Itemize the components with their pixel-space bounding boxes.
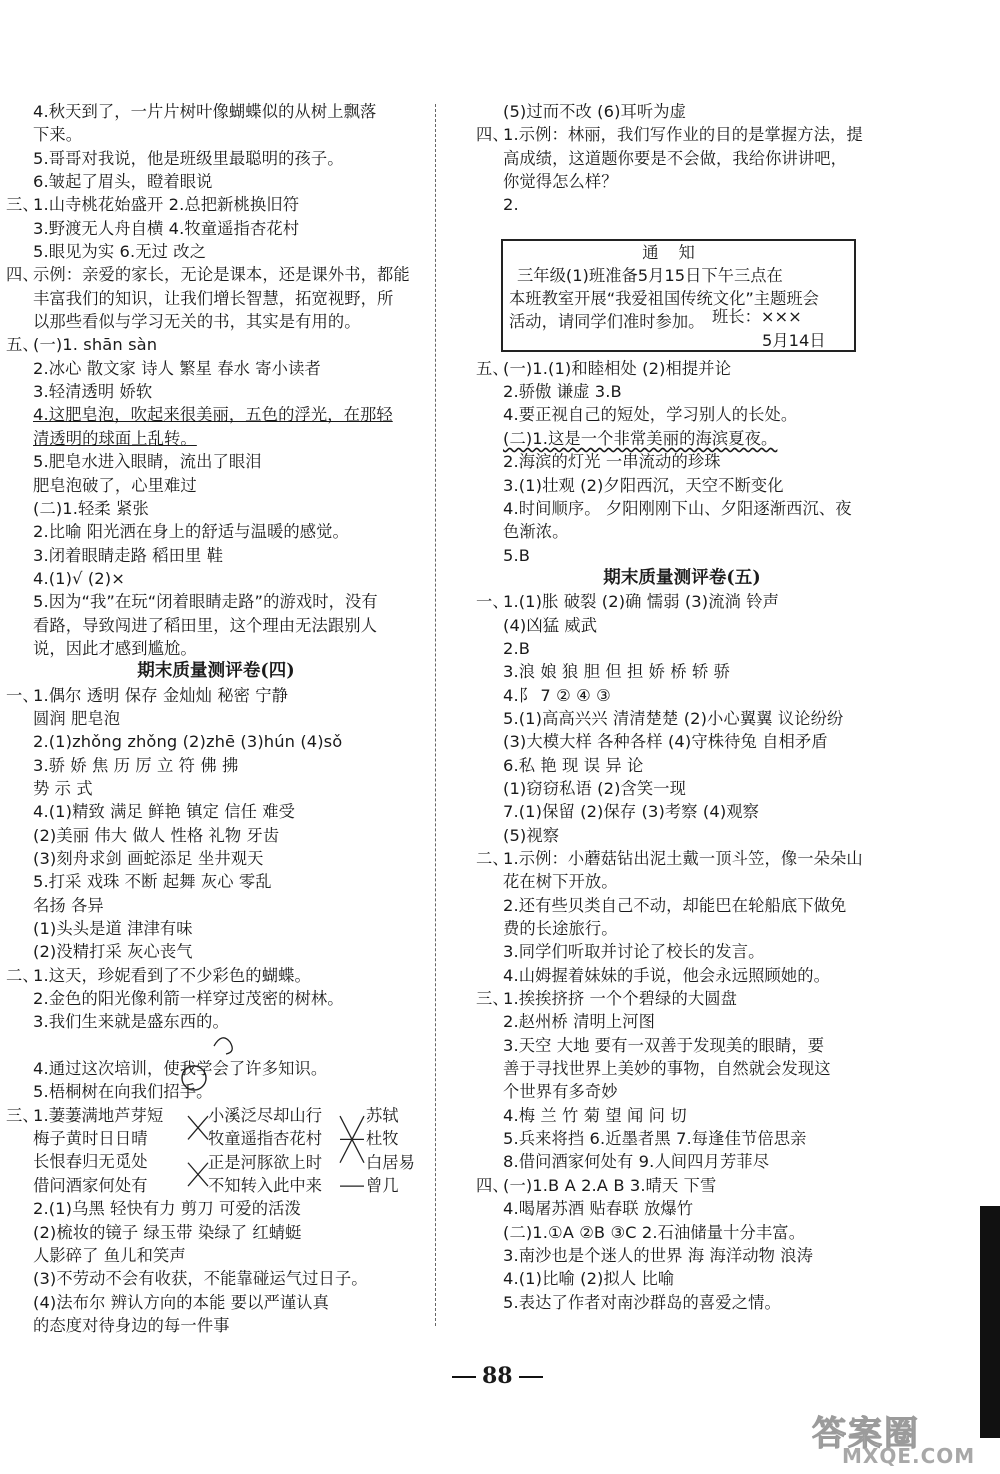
answer-text: 花在树下开放。 <box>503 872 618 892</box>
left-line <box>6 614 426 637</box>
answer-text: 2. <box>503 195 519 215</box>
left-line <box>6 754 426 777</box>
right-line <box>476 403 888 426</box>
answer-text: 5.B <box>503 545 531 565</box>
left-line <box>6 800 426 823</box>
left-line <box>6 1291 426 1314</box>
answer-text: 下来。 <box>33 125 83 145</box>
left-line <box>6 824 426 847</box>
right-line <box>476 964 888 987</box>
answer-text: 示例：亲爱的家长，无论是课本，还是课外书，都能 <box>33 265 410 285</box>
answer-text: 4.(1)精致 满足 鲜艳 镇定 信任 难受 <box>33 802 296 822</box>
right-line <box>476 100 888 123</box>
answer-text: 5.兵来将挡 6.近墨者黑 7.每逢佳节倍思亲 <box>503 1129 807 1149</box>
watermark-url: MXQE.COM <box>842 1444 976 1468</box>
answer-text: 4.(1)比喻 (2)拟人 比喻 <box>503 1269 675 1289</box>
left-line <box>6 590 426 613</box>
answer-text: 8.借问酒家何处有 9.人间四月芳菲尽 <box>503 1152 770 1172</box>
answer-text: 2.(1)乌黑 轻快有力 剪刀 可爱的活泼 <box>33 1199 301 1219</box>
matching-poem-line: 小溪泛尽却山行 <box>208 1106 322 1126</box>
left-line <box>6 1010 426 1033</box>
left-line <box>6 917 426 940</box>
answer-text: (4)凶猛 威武 <box>503 615 598 635</box>
left-line <box>6 263 426 286</box>
left-line <box>6 240 426 263</box>
answer-text: (5)视察 <box>503 825 560 845</box>
answer-text: 2.赵州桥 清明上河图 <box>503 1012 656 1032</box>
question-group-marker: 三、 <box>6 195 39 215</box>
left-line <box>6 684 426 707</box>
left-line <box>6 403 426 426</box>
answer-text: 4.通过这次培训，使我学会了许多知识。 <box>33 1059 328 1079</box>
answer-text: 看路，导致闯进了稻田里，这个理由无法跟别人 <box>33 615 378 635</box>
right-line <box>476 217 888 240</box>
notice-date: 5月14日 <box>762 331 826 350</box>
left-line <box>6 987 426 1010</box>
right-line <box>476 1267 888 1290</box>
question-group-marker: 一、 <box>6 685 39 705</box>
watermark-logo: 答案圈 <box>812 1414 920 1454</box>
answer-text: 你觉得怎么样？ <box>503 172 618 192</box>
left-line <box>6 637 426 660</box>
left-line <box>6 1057 426 1080</box>
right-line <box>476 193 888 216</box>
answer-text: 清透明的球面上乱转。 <box>33 428 197 448</box>
right-line <box>476 1104 888 1127</box>
answer-text: 5.(1)高高兴兴 清清楚楚 (2)小心翼翼 议论纷纷 <box>503 708 844 728</box>
right-line <box>476 147 888 170</box>
right-line <box>476 1174 888 1197</box>
answer-text: 长恨春归无觅处 <box>33 1152 148 1172</box>
answer-text: 3.天空 大地 要有一双善于发现美的眼睛，要 <box>503 1035 825 1055</box>
answer-text: 5.哥哥对我说，他是班级里最聪明的孩子。 <box>33 148 344 168</box>
right-line <box>476 520 888 543</box>
section-heading <box>6 660 426 683</box>
right-line <box>476 1034 888 1057</box>
matching-poem-line: 正是河豚欲上时 <box>208 1152 322 1172</box>
answer-text: 7.(1)保留 (2)保存 (3)考察 (4)观察 <box>503 802 760 822</box>
right-line <box>476 754 888 777</box>
right-line <box>476 870 888 893</box>
right-line <box>476 847 888 870</box>
answer-text: 1.偶尔 透明 保存 金灿灿 秘密 宁静 <box>33 685 289 705</box>
answer-text: 2.B <box>503 638 531 658</box>
answer-text: (一)1.B A 2.A B 3.晴天 下雪 <box>503 1175 717 1195</box>
answer-text: 2.金色的阳光像利箭一样穿过茂密的树林。 <box>33 989 344 1009</box>
answer-text: (2)没精打采 灰心丧气 <box>33 942 193 962</box>
left-line <box>6 707 426 730</box>
left-line <box>6 520 426 543</box>
left-line <box>6 123 426 146</box>
right-line <box>476 1244 888 1267</box>
answer-text: 梅子黄时日日晴 <box>33 1129 148 1149</box>
answer-text: 1.山寺桃花始盛开 2.总把新桃换旧符 <box>33 195 300 215</box>
answer-text: 1.(1)胀 破裂 (2)确 懦弱 (3)流淌 铃声 <box>503 592 780 612</box>
answer-text: 人影碎了 鱼儿和笑声 <box>33 1245 186 1265</box>
left-line <box>6 1034 426 1057</box>
question-group-marker: 二、 <box>476 849 509 868</box>
answer-text: 3.野渡无人舟自横 4.牧童遥指杏花村 <box>33 218 300 238</box>
right-line <box>476 777 888 800</box>
right-line <box>476 987 888 1010</box>
right-line <box>476 357 888 380</box>
right-line <box>476 170 888 193</box>
answer-text: 4.梅 兰 竹 菊 望 闻 问 切 <box>503 1105 687 1125</box>
answer-text: 1.这天，珍妮看到了不少彩色的蝴蝶。 <box>33 965 311 985</box>
right-line <box>476 707 888 730</box>
left-line <box>6 964 426 987</box>
matching-poet-name: 曾几 <box>366 1176 399 1196</box>
left-line <box>6 894 426 917</box>
left-line <box>6 544 426 567</box>
right-line <box>476 1127 888 1150</box>
right-line <box>476 1057 888 1080</box>
right-line <box>476 660 888 683</box>
question-group-marker: 四、 <box>6 265 39 285</box>
answer-text: 3.(1)壮观 (2)夕阳西沉，天空不断变化 <box>503 475 784 495</box>
notice-line-3: 活动，请同学们准时参加。 <box>509 312 705 331</box>
answer-text: (3)大模大样 各种各样 (4)守株待兔 自相矛盾 <box>503 732 828 752</box>
left-line <box>6 1244 426 1267</box>
question-group-marker: 五、 <box>6 335 39 355</box>
answer-text: 圆润 肥皂泡 <box>33 708 121 728</box>
answer-text: 的态度对待身边的每一件事 <box>33 1315 230 1335</box>
column-divider <box>435 104 436 1326</box>
answer-text: 3.闭着眼睛走路 稻田里 鞋 <box>33 545 224 565</box>
matching-poet-name: 苏轼 <box>366 1106 399 1126</box>
right-line <box>476 894 888 917</box>
answer-text: 5.因为“我”在玩“闭着眼睛走路”的游戏时，没有 <box>33 592 378 612</box>
right-line <box>476 497 888 520</box>
answer-text: 4.阝 7 ② ④ ③ <box>503 685 611 705</box>
answer-text: 5.梧桐树在向我们招手。 <box>33 1082 213 1102</box>
answer-text: (二)1.这是一个非常美丽的海滨夏夜。 <box>503 428 778 448</box>
left-line <box>6 870 426 893</box>
right-line <box>476 684 888 707</box>
answer-text: 5.眼见为实 6.无过 改之 <box>33 242 207 262</box>
right-line <box>476 730 888 753</box>
left-line <box>6 217 426 240</box>
notice-line-1: 三年级(1)班准备5月15日下午三点在 <box>517 266 783 285</box>
left-line <box>6 427 426 450</box>
right-line <box>476 123 888 146</box>
answer-text: 4.要正视自己的短处，学习别人的长处。 <box>503 405 798 425</box>
matching-poet-name: 白居易 <box>366 1152 415 1172</box>
answer-text: 5.表达了作者对南沙群岛的喜爱之情。 <box>503 1292 781 1312</box>
right-line <box>476 1291 888 1314</box>
matching-poet-name: 杜牧 <box>366 1129 399 1149</box>
left-line <box>6 333 426 356</box>
right-line <box>476 917 888 940</box>
right-line <box>476 1150 888 1173</box>
left-line <box>6 147 426 170</box>
answer-text: 色渐浓。 <box>503 522 569 542</box>
left-line <box>6 100 426 123</box>
right-line <box>476 544 888 567</box>
question-group-marker: 四、 <box>476 1175 509 1195</box>
page-number: 88 <box>446 1363 549 1389</box>
answer-text: (二)1.轻柔 紧张 <box>33 498 149 518</box>
left-line <box>6 940 426 963</box>
left-line <box>6 287 426 310</box>
right-line <box>476 1010 888 1033</box>
notice-signature: 班长：××× <box>712 307 802 326</box>
right-line <box>476 824 888 847</box>
left-line <box>6 847 426 870</box>
answer-text: 势 示 式 <box>33 778 93 798</box>
answer-text: 3.骄 娇 焦 历 厉 立 符 佛 拂 <box>33 755 239 775</box>
answer-text: 6.私 艳 现 误 异 论 <box>503 755 644 775</box>
answer-text: 个世界有多奇妙 <box>503 1082 618 1102</box>
answer-text: 2.骄傲 谦虚 3.B <box>503 382 622 402</box>
section-heading-text: 期末质量测评卷(五) <box>603 567 761 588</box>
answer-text: 2.(1)zhǒng zhǒng (2)zhē (3)hún (4)sǒ <box>33 732 343 752</box>
answer-text: 4.喝屠苏酒 贴春联 放爆竹 <box>503 1199 694 1219</box>
answer-text: 3.同学们听取并讨论了校长的发言。 <box>503 942 765 962</box>
answer-text: (1)窃窃私语 (2)含笑一现 <box>503 778 687 798</box>
answer-text: 1.萋萋满地芦芽短 <box>33 1105 164 1125</box>
answer-text: 2.比喻 阳光洒在身上的舒适与温暖的感觉。 <box>33 522 349 542</box>
left-line <box>6 1221 426 1244</box>
question-group-marker: 三、 <box>476 989 509 1009</box>
left-line <box>6 1080 426 1103</box>
answer-text: 2.还有些贝类自己不动，却能巴在轮船底下做免 <box>503 895 847 915</box>
answer-text: 6.皱起了眉头，瞪着眼说 <box>33 172 213 192</box>
section-heading-text: 期末质量测评卷(四) <box>137 661 295 682</box>
edge-tab-marker <box>980 1206 1000 1438</box>
answer-text: 1.示例：林丽，我们写作业的目的是掌握方法，提 <box>503 125 863 145</box>
answer-text: 5.肥皂水进入眼睛，流出了眼泪 <box>33 452 262 472</box>
left-line <box>6 497 426 520</box>
left-line <box>6 1314 426 1337</box>
answer-text: 3.我们生来就是盛东西的。 <box>33 1012 229 1032</box>
answer-text: 2.海滨的灯光 一串流动的珍珠 <box>503 452 721 472</box>
answer-text: 善于寻找世界上美妙的事物，自然就会发现这 <box>503 1059 831 1079</box>
answer-text: 肥皂泡破了，心里难过 <box>33 475 197 495</box>
left-line <box>6 357 426 380</box>
left-line <box>6 1267 426 1290</box>
answer-text: 5.打采 戏珠 不断 起舞 灰心 零乱 <box>33 872 272 892</box>
left-line <box>6 310 426 333</box>
answer-text: 3.浪 娘 狼 胆 但 担 娇 桥 轿 骄 <box>503 662 731 682</box>
question-group-marker: 四、 <box>476 125 509 145</box>
right-line <box>476 1221 888 1244</box>
left-line <box>6 1197 426 1220</box>
answer-text: 1.示例：小蘑菇钻出泥土戴一顶斗笠，像一朵朵山 <box>503 849 863 868</box>
answer-text: (1)头头是道 津津有味 <box>33 919 193 939</box>
left-line <box>6 450 426 473</box>
left-line <box>6 474 426 497</box>
answer-text: (2)美丽 伟大 做人 性格 礼物 牙齿 <box>33 825 280 845</box>
answer-text: (二)1.①A ②B ③C 2.石油储量十分丰富。 <box>503 1222 806 1242</box>
answer-text: 3.轻清透明 娇软 <box>33 382 153 402</box>
answer-text: 借问酒家何处有 <box>33 1175 148 1195</box>
matching-poem-line: 牧童遥指杏花村 <box>208 1129 322 1149</box>
answer-text: 1.挨挨挤挤 一个个碧绿的大圆盘 <box>503 989 737 1009</box>
question-group-marker: 五、 <box>476 358 509 378</box>
section-heading <box>476 567 888 590</box>
notice-title: 通知 <box>642 243 715 262</box>
question-group-marker: 一、 <box>476 592 509 612</box>
answer-text: 丰富我们的知识，让我们增长智慧，拓宽视野，所 <box>33 288 394 308</box>
answer-text: (4)法布尔 辨认方向的本能 要以严谨认真 <box>33 1292 330 1312</box>
left-line <box>6 567 426 590</box>
right-line <box>476 637 888 660</box>
answer-text: 4.时间顺序。 夕阳刚刚下山、夕阳逐渐西沉、夜 <box>503 498 852 518</box>
matching-poem-line: 不知转入此中来 <box>208 1176 322 1196</box>
answer-text: 高成绩，这道题你要是不会做，我给你讲讲吧， <box>503 148 848 168</box>
answer-text: 4.(1)√ (2)× <box>33 568 125 588</box>
answer-text: 费的长途旅行。 <box>503 919 618 939</box>
answer-text: 4.秋天到了，一片片树叶像蝴蝶似的从树上飘落 <box>33 102 377 121</box>
right-line <box>476 1080 888 1103</box>
notice-line-2: 本班教室开展“我爱祖国传统文化”主题班会 <box>509 289 819 308</box>
answer-text: (一)1. shān sàn <box>33 335 158 355</box>
answer-text: 说，因此才感到尴尬。 <box>33 638 197 658</box>
answer-text: (3)不劳动不会有收获，不能靠碰运气过日子。 <box>33 1269 368 1289</box>
right-line <box>476 380 888 403</box>
question-group-marker: 二、 <box>6 965 39 985</box>
answer-text: (5)过而不改 (6)耳听为虚 <box>503 102 687 121</box>
left-line <box>6 193 426 216</box>
answer-text: (3)刻舟求剑 画蛇添足 坐井观天 <box>33 849 264 868</box>
left-line <box>6 170 426 193</box>
answer-text: 4.这肥皂泡，吹起来很美丽，五色的浮光，在那轻 <box>33 405 393 425</box>
right-line <box>476 474 888 497</box>
left-line <box>6 380 426 403</box>
right-line <box>476 590 888 613</box>
answer-text: 4.山姆握着妹妹的手说，他会永远照顾她的。 <box>503 965 830 985</box>
answer-text: 3.南沙也是个迷人的世界 海 海洋动物 浪涛 <box>503 1245 814 1265</box>
answer-text: 以那些看似与学习无关的书，其实是有用的。 <box>33 312 361 332</box>
right-line <box>476 800 888 823</box>
right-line <box>476 427 888 450</box>
right-line <box>476 450 888 473</box>
right-line <box>476 940 888 963</box>
answer-text: (2)梳妆的镜子 绿玉带 染绿了 红蜻蜓 <box>33 1222 302 1242</box>
answer-text: (一)1.(1)和睦相处 (2)相提并论 <box>503 358 732 378</box>
question-group-marker: 三、 <box>6 1105 39 1125</box>
right-line <box>476 1197 888 1220</box>
right-line <box>476 614 888 637</box>
answer-text: 2.冰心 散文家 诗人 繁星 春水 寄小读者 <box>33 358 321 378</box>
answer-text: 名扬 各异 <box>33 895 104 915</box>
left-line <box>6 730 426 753</box>
left-line <box>6 777 426 800</box>
